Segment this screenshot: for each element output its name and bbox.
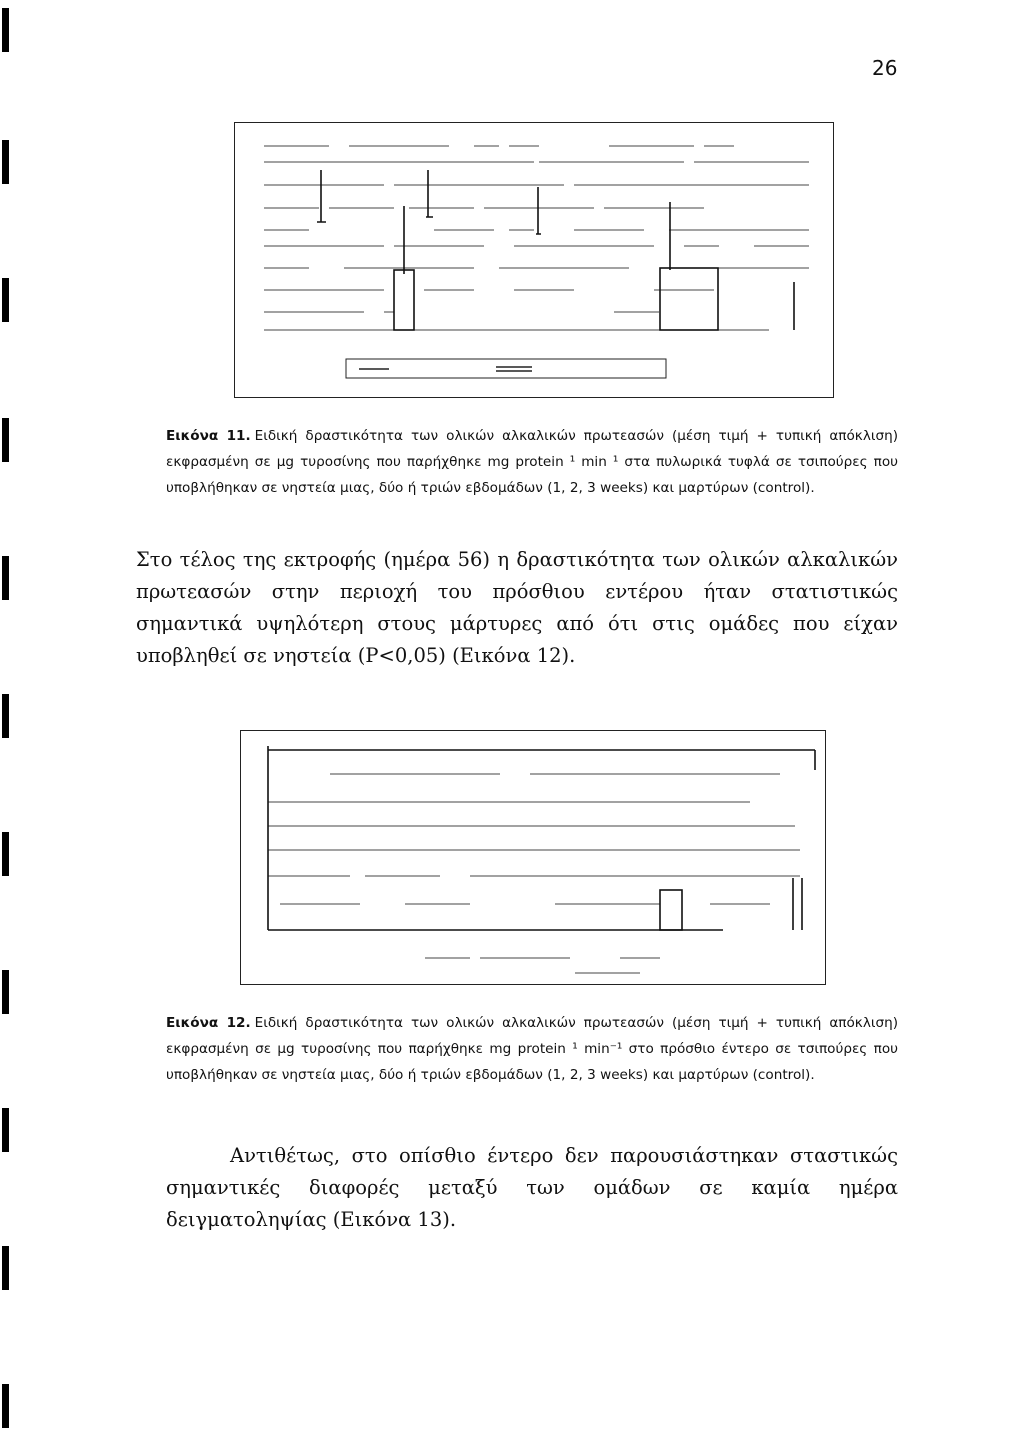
- binding-mark: [2, 1384, 9, 1428]
- gridlines: [264, 146, 809, 330]
- figure-12-caption: [166, 1010, 898, 1088]
- binding-mark: [2, 1246, 9, 1290]
- body-paragraph: Στο τέλος της εκτροφής (ημέρα 56) η δραστικότητα των ολικών αλκαλικών πρωτεασών στην περιοχή του πρόσθιου εντέρου ήταν στατιστικώς σημαντικά υψηλότερη στους μάρτυρες από ότι στις ομάδες που είχαν υποβληθεί σε νηστεία (P<0,05) (Εικόνα 12).: [136, 548, 898, 667]
- chart-frame: [235, 123, 834, 398]
- legend-swatch: [359, 367, 532, 371]
- legend: [346, 359, 666, 378]
- error-bar: [317, 170, 326, 222]
- chart-frame: [241, 731, 826, 985]
- figure-11-chart: [234, 122, 834, 398]
- figure-11-caption: [166, 423, 898, 501]
- figure-label: Εικόνα 12.: [166, 1015, 251, 1031]
- figure-label: Εικόνα 11.: [166, 428, 251, 444]
- caption-text: Ειδική δραστικότητα των ολικών αλκαλικών πρωτεασών (μέση τιμή + τυπική απόκλιση) εκφρασμένη σε μg τυροσίνης που παρήχθηκε mg protein ¹ min⁻¹ στο πρόσθιο έντερο σε τσιπούρες που υποβλήθηκαν σε νηστεία μιας, δύο ή τριών εβδομάδων (1, 2, 3 weeks) και μαρτύρων (control).: [166, 1015, 898, 1083]
- error-bar: [536, 187, 541, 234]
- binding-mark: [2, 970, 9, 1014]
- scan-binding-marks: [0, 0, 14, 1451]
- figure-12-plot: [240, 730, 826, 985]
- binding-mark: [2, 694, 9, 738]
- bar: [660, 268, 718, 330]
- binding-mark: [2, 8, 9, 52]
- bars: [317, 170, 794, 330]
- binding-mark: [2, 418, 9, 462]
- error-bar: [426, 170, 433, 217]
- binding-mark: [2, 832, 9, 876]
- binding-mark: [2, 140, 9, 184]
- figure-12-chart: [240, 730, 826, 985]
- bar-line: [793, 878, 802, 930]
- page-number: 26: [872, 56, 898, 80]
- binding-mark: [2, 278, 9, 322]
- bar: [394, 270, 414, 330]
- binding-mark: [2, 556, 9, 600]
- legend-box: [346, 359, 666, 378]
- figure-11-plot: [234, 122, 834, 398]
- body-paragraph: Αντιθέτως, στο οπίσθιο έντερο δεν παρουσιάστηκαν σταστικώς σημαντικές διαφορές μεταξύ των ομάδων σε καμία ημέρα δειγματοληψίας (Εικόνα 13).: [166, 1144, 898, 1231]
- binding-mark: [2, 1108, 9, 1152]
- caption-text: Ειδική δραστικότητα των ολικών αλκαλικών πρωτεασών (μέση τιμή + τυπική απόκλιση) εκφρασμένη σε μg τυροσίνης που παρήχθηκε mg protein ¹ min ¹ στα πυλωρικά τυφλά σε τσιπούρες που υποβλήθηκαν σε νηστεία μιας, δύο ή τριών εβδομάδων (1, 2, 3 weeks) και μαρτύρων (control).: [166, 428, 898, 496]
- bar: [660, 890, 682, 930]
- gridlines: [268, 750, 815, 973]
